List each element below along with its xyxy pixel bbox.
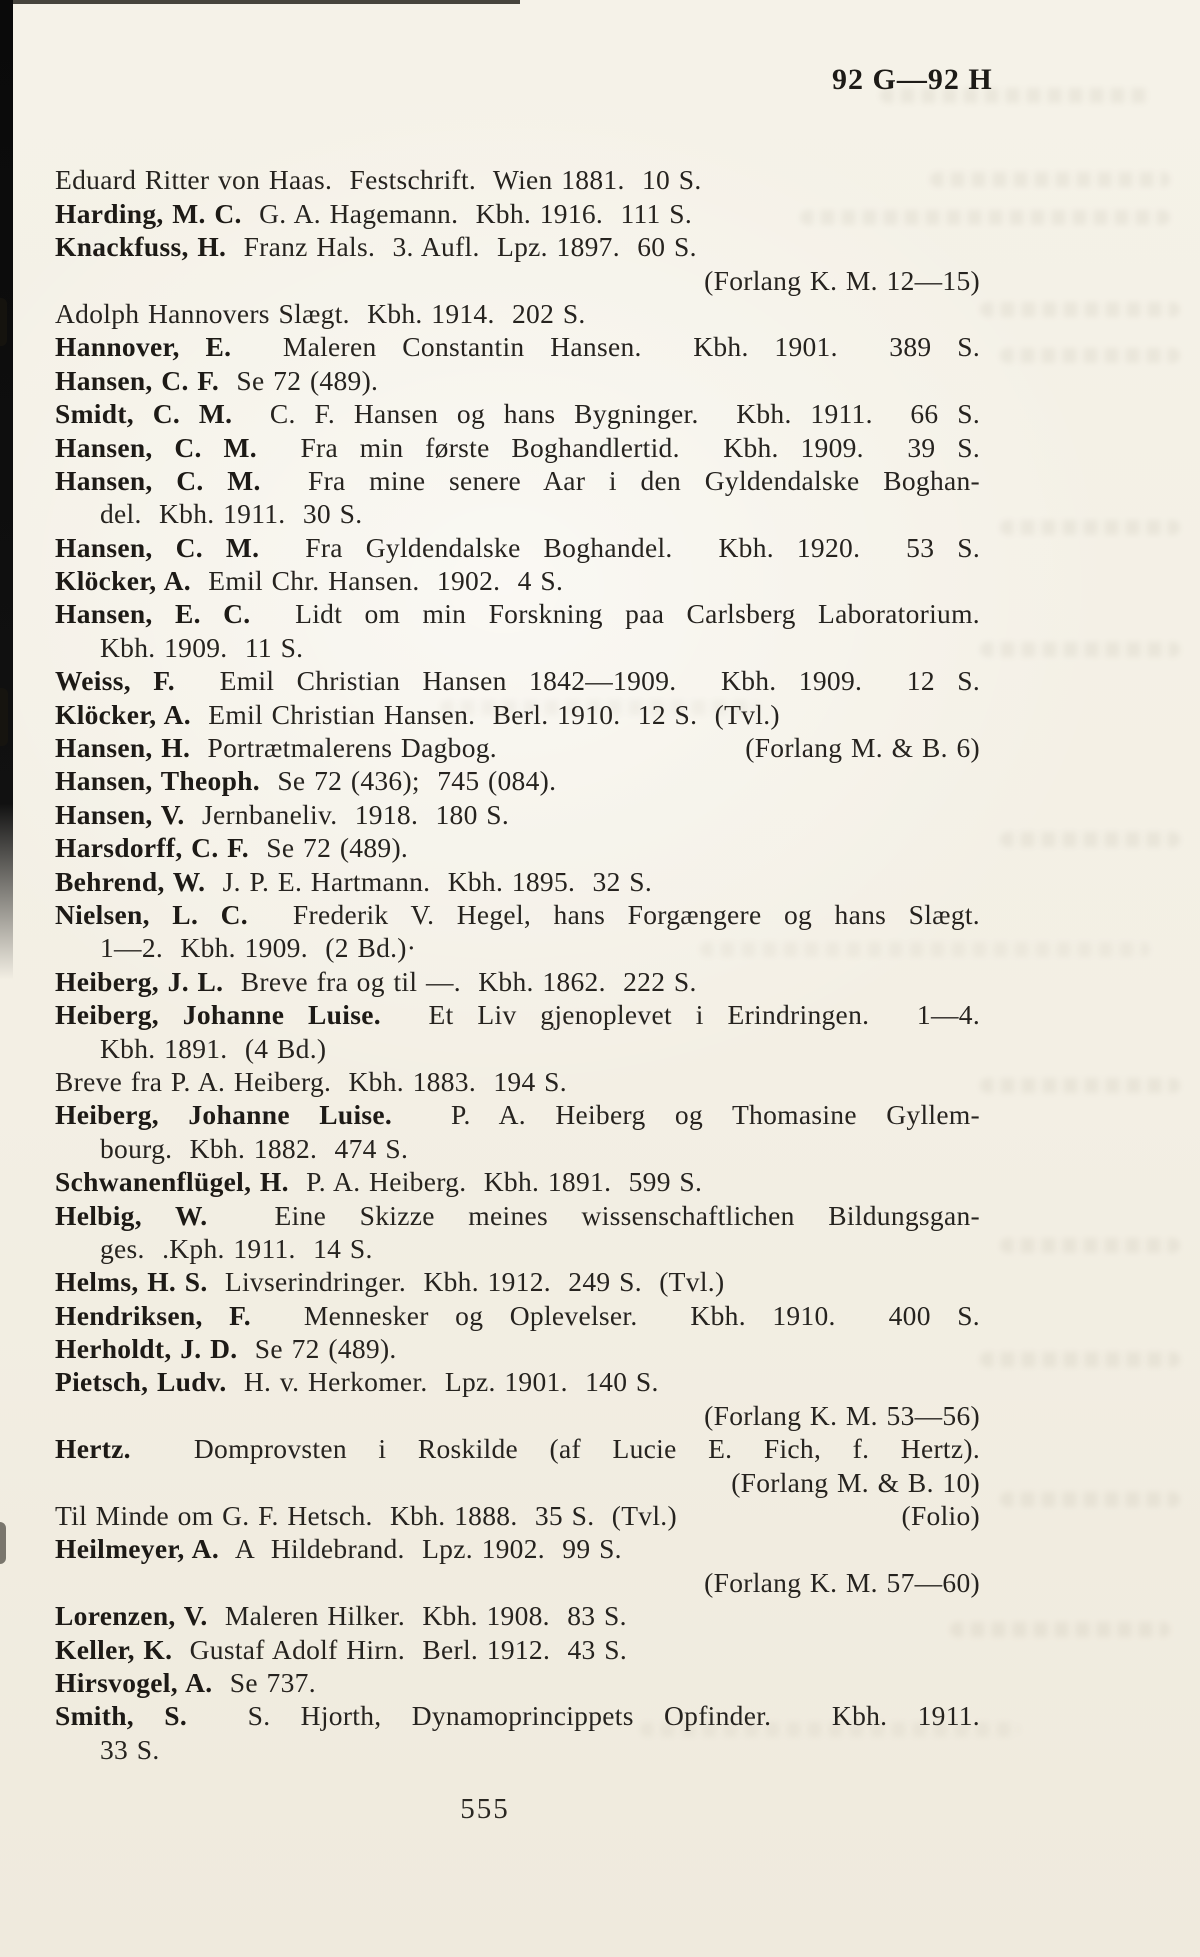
entry-list [55,130,980,1766]
entry-text: Adolph Hannovers Slægt. Kbh. 1914. 202 S. [55,297,586,329]
entry-author: Klöcker, A. [55,698,191,730]
entry-line [55,1165,980,1198]
entry-text: Maleren Hilker. Kbh. 1908. 83 S. [224,1600,627,1632]
entry-text: S. Hjorth, Dynamoprincippets Opfinder. Kbh. 1911. [247,1700,980,1732]
entry-line [55,597,980,630]
entry-line [55,731,980,764]
scan-edge-artifact [0,0,13,980]
publisher-note-line [55,264,980,297]
continuation-line [55,631,980,664]
entry-line [55,1699,980,1732]
continuation-line [55,1032,980,1065]
entry-author: Hansen, Theoph. [55,765,260,797]
bleed-through-artifact [1000,520,1180,535]
entry-line [55,1499,980,1532]
bleed-through-artifact [980,1352,1180,1367]
entry-line [55,764,980,797]
entry-author: Nielsen, L. C. [55,898,248,930]
entry-line [55,464,980,497]
publisher-note: (Forlang M. & B. 6) [745,732,980,764]
entry-text: Livserindringer. Kbh. 1912. 249 S. (Tvl.) [224,1266,725,1298]
entry-author: Hansen, C. M. [55,464,261,496]
entry-text: Emil Christian Hansen 1842—1909. Kbh. 1909. 12 S. [219,665,980,697]
entry-text: Se 72 (489). [236,364,379,396]
entry-author: Pietsch, Ludv. [55,1366,227,1398]
bleed-through-artifact [1000,348,1180,363]
entry-author: Smith, S. [55,1700,188,1732]
entry-text: P. A. Heiberg. Kbh. 1891. 599 S. [306,1166,703,1198]
entry-author: Heiberg, Johanne Luise. [55,1099,393,1131]
entry-line [55,1599,980,1632]
entry-text: Kbh. 1891. (4 Bd.) [100,1032,327,1064]
scan-edge-artifact [0,1522,6,1564]
entry-author: Hansen, C. F. [55,364,220,396]
entry-author: Behrend, W. [55,865,206,897]
entry-text: Portrætmalerens Dagbog. [207,732,497,764]
entry-line [55,397,980,430]
entry-text: Fra min første Boghandlertid. Kbh. 1909. 39 S. [300,431,980,463]
entry-line [55,698,980,731]
entry-text: Jernbaneliv. 1918. 180 S. [201,798,510,830]
entry-line [55,831,980,864]
entry-author: Hansen, C. M. [55,431,257,463]
entry-text: Lidt om min Forskning paa Carlsberg Laboratorium. [295,598,980,630]
entry-text: Til Minde om G. F. Hetsch. Kbh. 1888. 35 S. (Tvl.) [55,1500,677,1532]
publisher-note: (Forlang K. M. 57—60) [704,1566,980,1598]
entry-line [55,965,980,998]
entry-text: Gustaf Adolf Hirn. Berl. 1912. 43 S. [189,1633,628,1665]
entry-text: del. Kbh. 1911. 30 S. [100,498,363,530]
entry-left-segment [55,731,497,764]
entry-author: Knackfuss, H. [55,231,227,263]
entry-text: bourg. Kbh. 1882. 474 S. [100,1132,409,1164]
entry-author: Helbig, W. [55,1199,208,1231]
entry-author: Harsdorff, C. F. [55,832,249,864]
entry-text: Se 72 (489). [266,832,409,864]
scan-edge-artifact [0,688,8,746]
entry-text: Frederik V. Hegel, hans Forgængere og hans Slægt. [292,898,980,930]
entry-author: Herholdt, J. D. [55,1333,238,1365]
running-head: 92 G—92 H [832,63,993,96]
entry-text: Kbh. 1909. 11 S. [100,631,304,663]
entry-author: Lorenzen, V. [55,1600,208,1632]
scan-edge-artifact [0,298,7,346]
entry-line [55,998,980,1031]
publisher-note: (Folio) [901,1500,980,1532]
entry-text: Emil Christian Hansen. Berl. 1910. 12 S. (Tvl.) [208,698,780,730]
entry-text: Mennesker og Oplevelser. Kbh. 1910. 400 S. [303,1299,980,1331]
entry-line [55,1332,980,1365]
entry-text: Franz Hals. 3. Aufl. Lpz. 1897. 60 S. [243,231,697,263]
bleed-through-artifact [980,1078,1180,1093]
entry-text: Se 737. [229,1666,316,1698]
entry-line [55,1265,980,1298]
entry-author: Keller, K. [55,1633,173,1665]
entry-line [55,898,980,931]
entry-author: Heiberg, J. L. [55,965,224,997]
entry-line [55,531,980,564]
entry-author: Helms, H. S. [55,1266,208,1298]
entry-author: Hirsvogel, A. [55,1666,213,1698]
entry-text: Domprovsten i Roskilde (af Lucie E. Fich, f. Hertz). [193,1433,980,1465]
entry-text: Breve fra P. A. Heiberg. Kbh. 1883. 194 S. [55,1065,567,1097]
entry-text: Fra mine senere Aar i den Gyldendalske Boghan- [307,464,980,496]
bleed-through-artifact [1000,1238,1180,1253]
entry-line [55,1666,980,1699]
entry-text: Maleren Constantin Hansen. Kbh. 1901. 389 S. [282,331,980,363]
entry-text: A Hildebrand. Lpz. 1902. 99 S. [234,1533,622,1565]
entry-author: Schwanenflügel, H. [55,1166,289,1198]
bleed-through-artifact [980,642,1180,657]
entry-line [55,1365,980,1398]
entry-author: Hannover, E. [55,331,232,363]
entry-author: Hansen, E. C. [55,598,251,630]
entry-text: G. A. Hagemann. Kbh. 1916. 111 S. [259,197,693,229]
continuation-line [55,931,980,964]
continuation-line [55,1733,980,1766]
entry-line [55,798,980,831]
entry-line [55,330,980,363]
entry-line [55,564,980,597]
entry-line [55,664,980,697]
bleed-through-artifact [1000,832,1180,847]
entry-author: Weiss, F. [55,665,175,697]
publisher-note: (Forlang K. M. 12—15) [704,264,980,296]
entry-line [55,297,980,330]
entry-line [55,364,980,397]
entry-author: Harding, M. C. [55,197,242,229]
entry-line [55,1065,980,1098]
entry-text: 33 S. [100,1733,160,1765]
entry-text: Eine Skizze meines wissenschaftlichen Bildungsgan- [274,1199,980,1231]
entry-author: Hansen, H. [55,732,191,764]
publisher-note-line [55,1466,980,1499]
publisher-note-line [55,1399,980,1432]
entry-text: Fra Gyldendalske Boghandel. Kbh. 1920. 53 S. [305,531,980,563]
page-number: 555 [460,1793,510,1825]
section-head-row [55,130,980,163]
entry-lines [55,163,980,1766]
entry-line [55,865,980,898]
entry-text: Breve fra og til —. Kbh. 1862. 222 S. [240,965,697,997]
entry-text: C. F. Hansen og hans Bygninger. Kbh. 1911. 66 S. [269,398,980,430]
entry-text: P. A. Heiberg og Thomasine Gyllem- [450,1099,980,1131]
entry-author: Smidt, C. M. [55,398,233,430]
entry-line [55,163,980,196]
entry-author: Klöcker, A. [55,565,191,597]
entry-line [55,1633,980,1666]
bleed-through-artifact [950,1622,1170,1637]
entry-left-segment [55,1499,677,1532]
continuation-line [55,497,980,530]
entry-line [55,1532,980,1565]
entry-text: Se 72 (489). [254,1333,397,1365]
entry-text: 1—2. Kbh. 1909. (2 Bd.)· [100,932,417,964]
publisher-note: (Forlang K. M. 53—56) [704,1399,980,1431]
entry-author: Hertz. [55,1433,131,1465]
entry-author: Heilmeyer, A. [55,1533,219,1565]
entry-text: H. v. Herkomer. Lpz. 1901. 140 S. [243,1366,659,1398]
entry-text: ges. .Kph. 1911. 14 S. [100,1232,373,1264]
entry-text: J. P. E. Hartmann. Kbh. 1895. 32 S. [222,865,653,897]
entry-line [55,1432,980,1465]
publisher-note: (Forlang M. & B. 10) [731,1466,980,1498]
entry-line [55,197,980,230]
entry-text: Et Liv gjenoplevet i Erindringen. 1—4. [428,999,980,1031]
entry-author: Heiberg, Johanne Luise. [55,999,381,1031]
entry-line [55,431,980,464]
entry-text: Se 72 (436); 745 (084). [277,765,557,797]
scan-edge-artifact [0,0,520,4]
continuation-line [55,1132,980,1165]
entry-text: Emil Chr. Hansen. 1902. 4 S. [208,565,564,597]
bleed-through-artifact [1000,1492,1180,1507]
continuation-line [55,1232,980,1265]
entry-text: Eduard Ritter von Haas. Festschrift. Wien 1881. 10 S. [55,164,702,196]
entry-line [55,230,980,263]
entry-line [55,1299,980,1332]
publisher-note-line [55,1566,980,1599]
entry-line [55,1199,980,1232]
entry-author: Hansen, V. [55,798,185,830]
entry-author: Hansen, C. M. [55,531,260,563]
entry-author: Hendriksen, F. [55,1299,251,1331]
entry-line [55,1098,980,1131]
bleed-through-artifact [980,302,1180,317]
